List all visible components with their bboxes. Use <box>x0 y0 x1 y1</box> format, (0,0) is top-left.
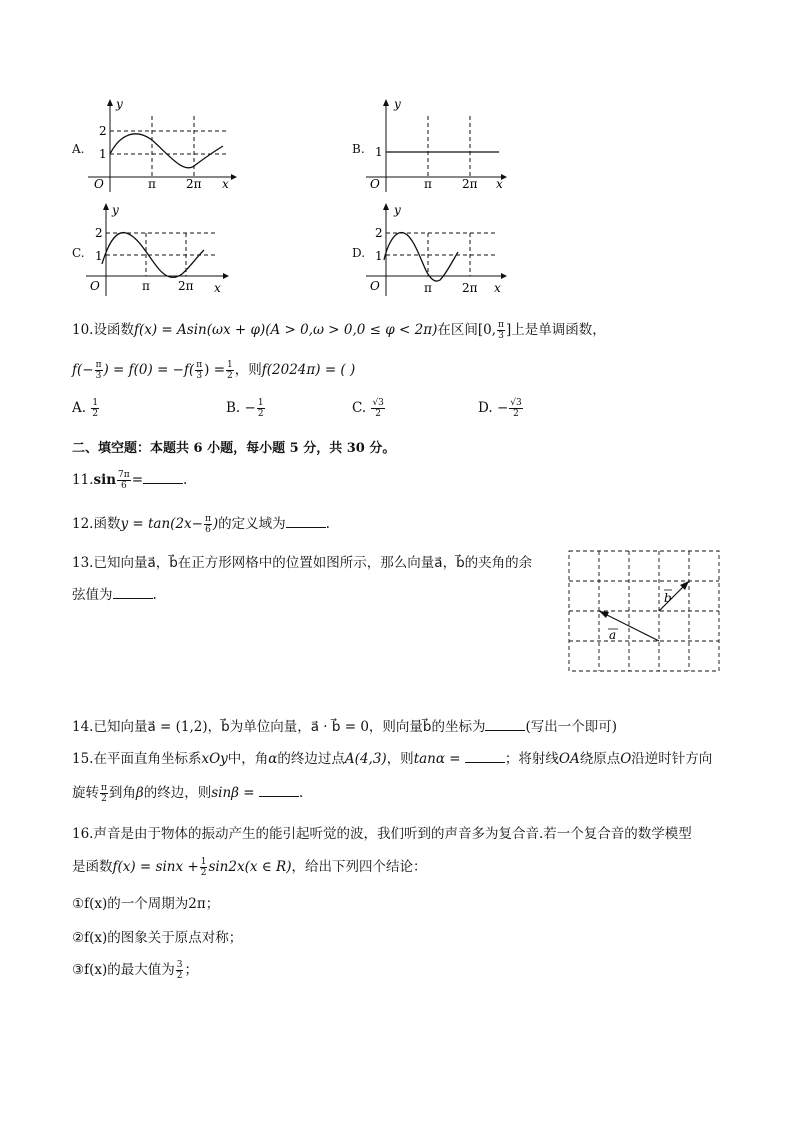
graph-b <box>366 96 516 196</box>
option-b-label: B. <box>352 142 365 156</box>
svg-text:y: y <box>394 203 401 217</box>
svg-text:π: π <box>142 279 150 293</box>
q10-option-d[interactable]: D. − $\frac{√3}{2}$ <box>478 398 522 419</box>
question-13-line1: 13.已知向量a⃗，b⃗在正方形网格中的位置如图所示，那么向量a⃗，b⃗的夹角的余 <box>72 555 533 571</box>
q10-option-a[interactable]: A. $\frac{1}{2}$ <box>72 398 99 419</box>
svg-text:O: O <box>90 279 100 293</box>
question-10-line1: 10.设函数f(x) = Asin(ωx + φ)(A > 0,ω > 0,0 ≤ φ < 2π)在区间[0, $\frac{\pi}{3}$ ]上是单调函数， <box>72 320 606 341</box>
question-15-line2: 旋转 $\frac{\pi}{2}$ 到角β的终边，则sinβ = . <box>72 783 304 804</box>
option-c-label: C. <box>72 246 85 260</box>
curve <box>384 233 458 282</box>
tick-1: 1 <box>99 147 107 161</box>
svg-text:1: 1 <box>375 249 383 263</box>
svg-text:O: O <box>370 279 380 293</box>
svg-text:x: x <box>214 281 221 295</box>
curve <box>102 233 204 278</box>
option-a-label: A. <box>72 142 85 156</box>
graph-c <box>86 200 236 300</box>
question-14: 14.已知向量a⃗ = (1,2)，b⃗为单位向量，a⃗ · b⃗ = 0，则向量b⃗的坐标为 (写出一个即可) <box>72 719 618 735</box>
question-12: 12.函数y = tan(2x− $\frac{\pi}{6}$ )的定义域为 . <box>72 514 330 535</box>
tick-2: 2 <box>99 124 107 138</box>
question-16-item2: ②f(x)的图象关于原点对称； <box>72 930 243 946</box>
q10-option-c[interactable]: C. $\frac{√3}{2}$ <box>352 398 384 419</box>
svg-text:2: 2 <box>375 226 383 240</box>
svg-text:x: x <box>494 281 501 295</box>
x-label: x <box>222 177 229 191</box>
curve <box>110 134 223 168</box>
question-15-line1: 15.在平面直角坐标系xOy中，角α的终边过点A(4,3)，则tanα = ；将射线OA绕原点O沿逆时针方向 <box>72 751 713 767</box>
svg-text:y: y <box>112 203 119 217</box>
answer-blank[interactable] <box>113 586 153 599</box>
svg-text:1: 1 <box>95 249 103 263</box>
tick-pi: π <box>148 177 156 191</box>
answer-blank[interactable] <box>286 515 326 528</box>
question-16-item3: ③f(x)的最大值为 $\frac{3}{2}$ ； <box>72 960 198 981</box>
answer-blank[interactable] <box>259 784 299 797</box>
tick-2pi: 2π <box>186 177 202 191</box>
svg-text:1: 1 <box>375 145 383 159</box>
label-b: b <box>664 591 672 605</box>
answer-blank[interactable] <box>465 750 505 763</box>
svg-text:π: π <box>424 177 432 191</box>
svg-text:O: O <box>370 177 380 191</box>
question-10-line2: f(− $\frac{\pi}{3}$ ) = f(0) = −f( $\frac{\pi}{3}$ ) = $\frac{1}{2}$ ，则f(2024π) = ( ) <box>72 360 356 381</box>
question-13-line2: 弦值为 . <box>72 587 157 603</box>
graph-a <box>88 96 238 196</box>
option-d-label: D. <box>352 246 366 260</box>
q10-option-b[interactable]: B. − $\frac{1}{2}$ <box>226 398 264 419</box>
answer-blank[interactable] <box>485 718 525 731</box>
section-heading: 二、填空题：本题共 6 小题，每小题 5 分，共 30 分。 <box>72 441 396 456</box>
vector-grid-figure <box>568 550 722 674</box>
question-16-item1: ①f(x)的一个周期为2π； <box>72 896 220 912</box>
graph-d <box>366 200 516 300</box>
question-16-line1: 16.声音是由于物体的振动产生的能引起听觉的波，我们听到的声音多为复合音.若一个复合音的数学模型 <box>72 826 692 842</box>
y-label: y <box>116 97 123 111</box>
svg-text:y: y <box>394 97 401 111</box>
svg-text:x: x <box>496 177 503 191</box>
svg-text:π: π <box>424 281 432 295</box>
svg-text:2π: 2π <box>178 279 194 293</box>
label-a: a <box>609 628 617 642</box>
svg-text:2π: 2π <box>462 177 478 191</box>
svg-text:2π: 2π <box>462 281 478 295</box>
svg-text:2: 2 <box>95 226 103 240</box>
origin-label: O <box>94 177 104 191</box>
question-16-line2: 是函数f(x) = sinx + $\frac{1}{2}$ sin2x(x ∈ R)，给出下列四个结论： <box>72 857 427 878</box>
question-11: 11.sin $\frac{7\pi}{6}$ = . <box>72 470 188 491</box>
answer-blank[interactable] <box>143 471 183 484</box>
